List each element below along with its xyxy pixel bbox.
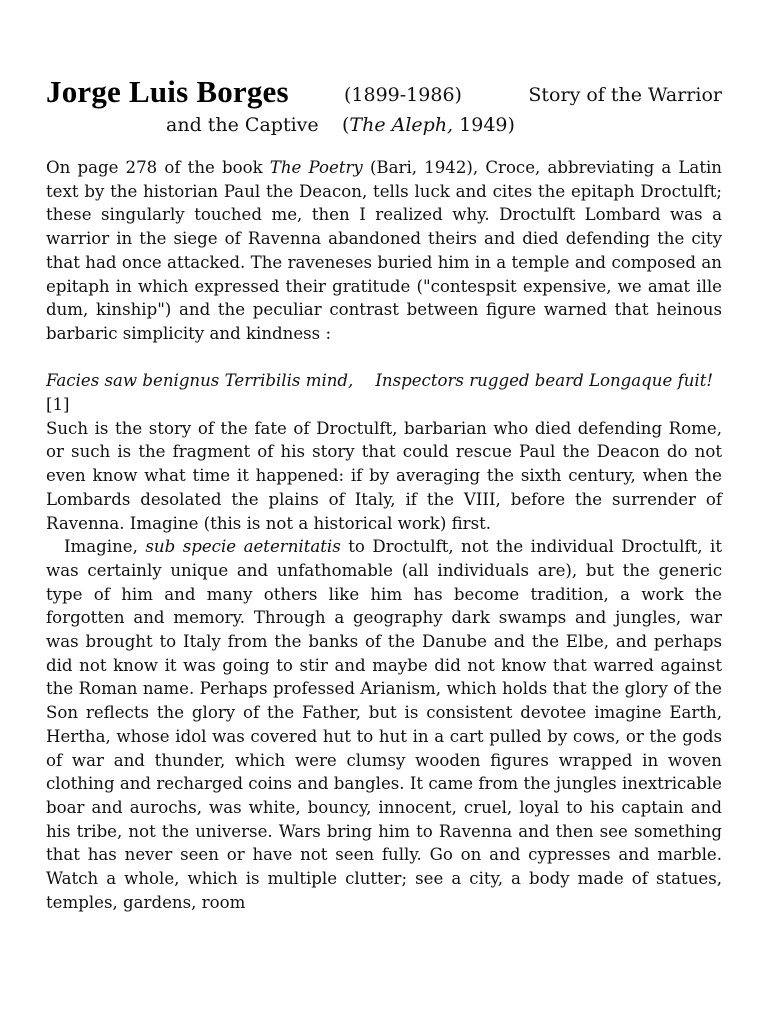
footnote-ref[interactable]: [1]: [46, 395, 70, 415]
paragraph-2-text-a: Such is the story of the fate of Droctulft, barbarian who died defending Rome, or such is the fragment of his story that could rescue Paul the Deacon do not even know what time it happened: if by averaging the sixth century, when the Lombards desolated the plains of Italy, if the VIII, before the surrender of Ravenna. Imagine (this is not a historical work) first.: [46, 418, 722, 533]
story-title-line-1: Story of the Warrior: [528, 84, 722, 106]
author-name: Jorge Luis Borges: [46, 74, 289, 109]
paragraph-1: [46, 156, 722, 346]
header-line-1: [46, 74, 722, 114]
document-header: [46, 74, 722, 144]
paragraph-1-text-a: On page 278 of the book: [46, 158, 270, 177]
book-title: The Poetry: [269, 158, 363, 177]
latin-phrase: sub specie aeternitatis: [145, 537, 341, 557]
paragraph-1-text-b: (Bari, 1942), Croce, abbreviating a Latin text by the historian Paul the Deacon, tells luck and cites the epitaph Droctulft; these singularly touched me, then I realized why. Droctulft Lombard was a warrior in the siege of Ravenna abandoned theirs and died defending the city that had once attacked. The raveneses buried him in a temple and composed an epitaph in which expressed their gratitude ("contespsit expensive, we amat ille dum, kinship") and the peculiar contrast between figure warned that heinous barbaric simplicity and kindness :: [46, 158, 722, 343]
paragraph-2-text-b: Imagine,: [64, 537, 146, 557]
paragraph-2-text-c: to Droctulft, not the individual Droctulft, it was certainly unique and unfathomable (all individuals are), but the generic type of him and many others like him has become tradition, a work the forgotten and memory. Through a geography dark swamps and jungles, war was brought to Italy from the banks of the Danube and the Elbe, and perhaps did not know it was going to stir and maybe did not know that warred against the Roman name. Perhaps professed Arianism, which holds that the glory of the Son reflects the glory of the Father, but is consistent devotee imagine Earth, Hertha, whose idol was covered hut to hut in a cart pulled by cows, or the gods of war and thunder, which were clumsy wooden figures wrapped in woven clothing and recharged coins and bangles. It came from the jungles inextricable boar and aurochs, was white, bouncy, innocent, cruel, loyal to his captain and his tribe, not the universe. Wars bring him to Ravenna and then see something that has never seen or have not seen fully. Go on and cypresses and marble. Watch a whole, which is multiple clutter; see a city, a body made of statues, temples, gardens, room: [46, 537, 723, 912]
source-year: 1949): [453, 114, 515, 136]
epitaph-part-1: Facies saw benignus Terribilis mind,: [46, 371, 354, 391]
source-citation: [342, 114, 515, 136]
source-work: The Aleph,: [349, 114, 454, 136]
header-line-2: [46, 114, 722, 144]
epitaph: [46, 369, 722, 416]
epitaph-part-2: Inspectors rugged beard Longaque fuit!: [375, 371, 714, 391]
paragraph-2: [46, 417, 722, 915]
author-years: (1899-1986): [344, 84, 462, 106]
source-open: (: [342, 114, 350, 136]
story-title-line-2: and the Captive: [166, 114, 319, 136]
document-body: [46, 156, 722, 914]
